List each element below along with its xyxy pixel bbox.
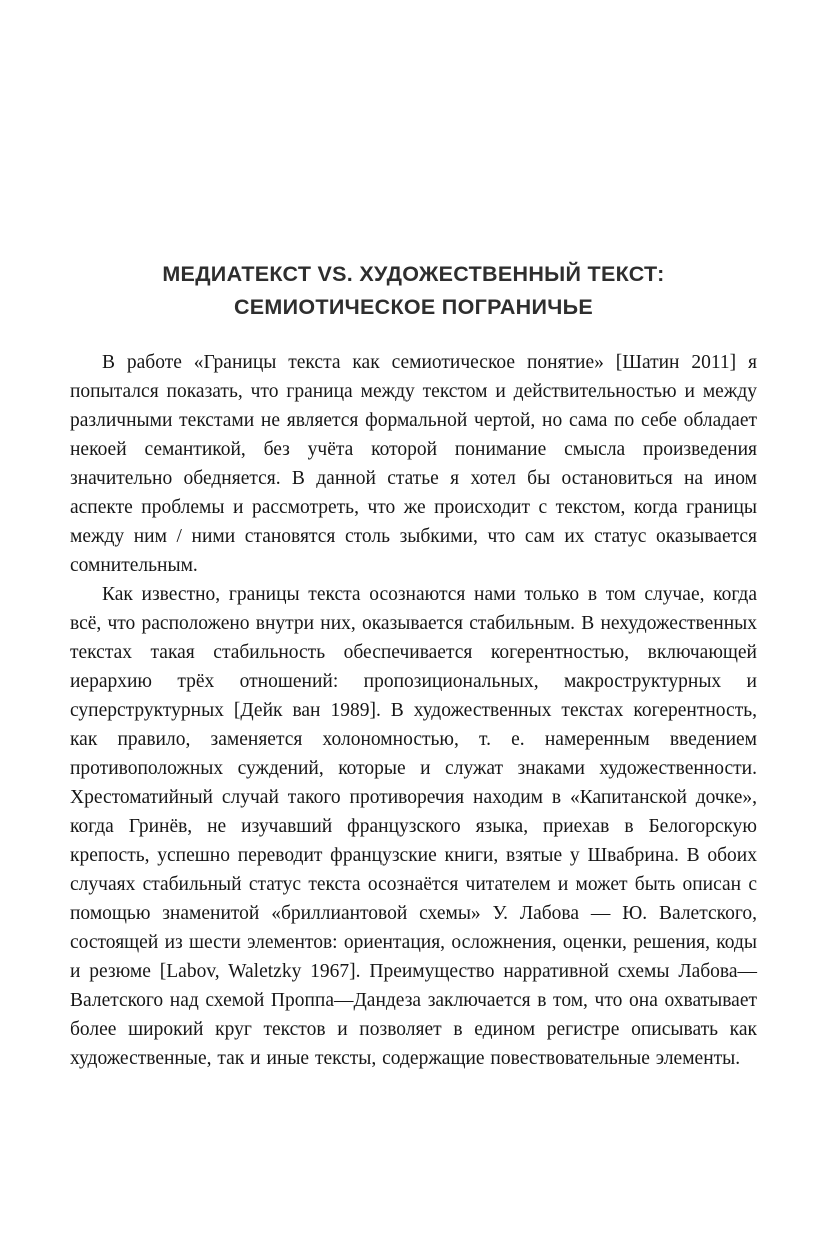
paragraph-2: Как известно, границы текста осознаются нами только в том случае, когда всё, что расположено внутри них, оказывается стабильным. В нехудожественных текстах такая стабильность обеспечивается когерентностью, включающей иерархию трёх отношений: пропозициональных, макроструктурных и суперструктурных [Дейк ван 1989]. В художественных текстах когерентность, как правило, заменяется холономностью, т. е. намеренным введением противоположных суждений, которые и служат знаками художественности. Хрестоматийный случай такого противоречия находим в «Капитанской дочке», когда Гринёв, не изучавший французского языка, приехав в Белогорскую крепость, успешно переводит французские книги, взятые у Швабрина. В обоих случаях стабильный статус текста осознаётся читателем и может быть описан с помощью знаменитой «бриллиантовой схемы» У. Лабова — Ю. Валетского, состоящей из шести элементов: ориентация, осложнения, оценки, решения, коды и резюме [Labov, Waletzky 1967]. Преимущество нарративной схемы Лабова—Валетского над схемой Проппа—Дандеза заключается в том, что она охватывает более широкий круг текстов и позволяет в едином регистре описывать как художественные, так и иные тексты, содержащие повествовательные элементы. bbox=[70, 584, 757, 1069]
page-title-line-2: СЕМИОТИЧЕСКОЕ ПОГРАНИЧЬЕ bbox=[233, 295, 594, 319]
paragraph-1: В работе «Границы текста как семиотическое понятие» [Шатин 2011] я попытался показать, что граница между текстом и действительностью и между различными текстами не является формальной чертой, но сама по себе обладает некоей семантикой, без учёта которой понимание смысла произведения значительно обедняется. В данной статье я хотел бы остановиться на ином аспекте проблемы и рассмотреть, что же происходит с текстом, когда границы между ним / ними становятся столь зыбкими, что сам их статус оказывается сомнительным. bbox=[70, 352, 757, 576]
page-title-line-1: МЕДИАТЕКСТ VS. ХУДОЖЕСТВЕННЫЙ ТЕКСТ: bbox=[162, 262, 665, 286]
article-body bbox=[70, 348, 757, 1073]
page-title bbox=[70, 258, 757, 324]
